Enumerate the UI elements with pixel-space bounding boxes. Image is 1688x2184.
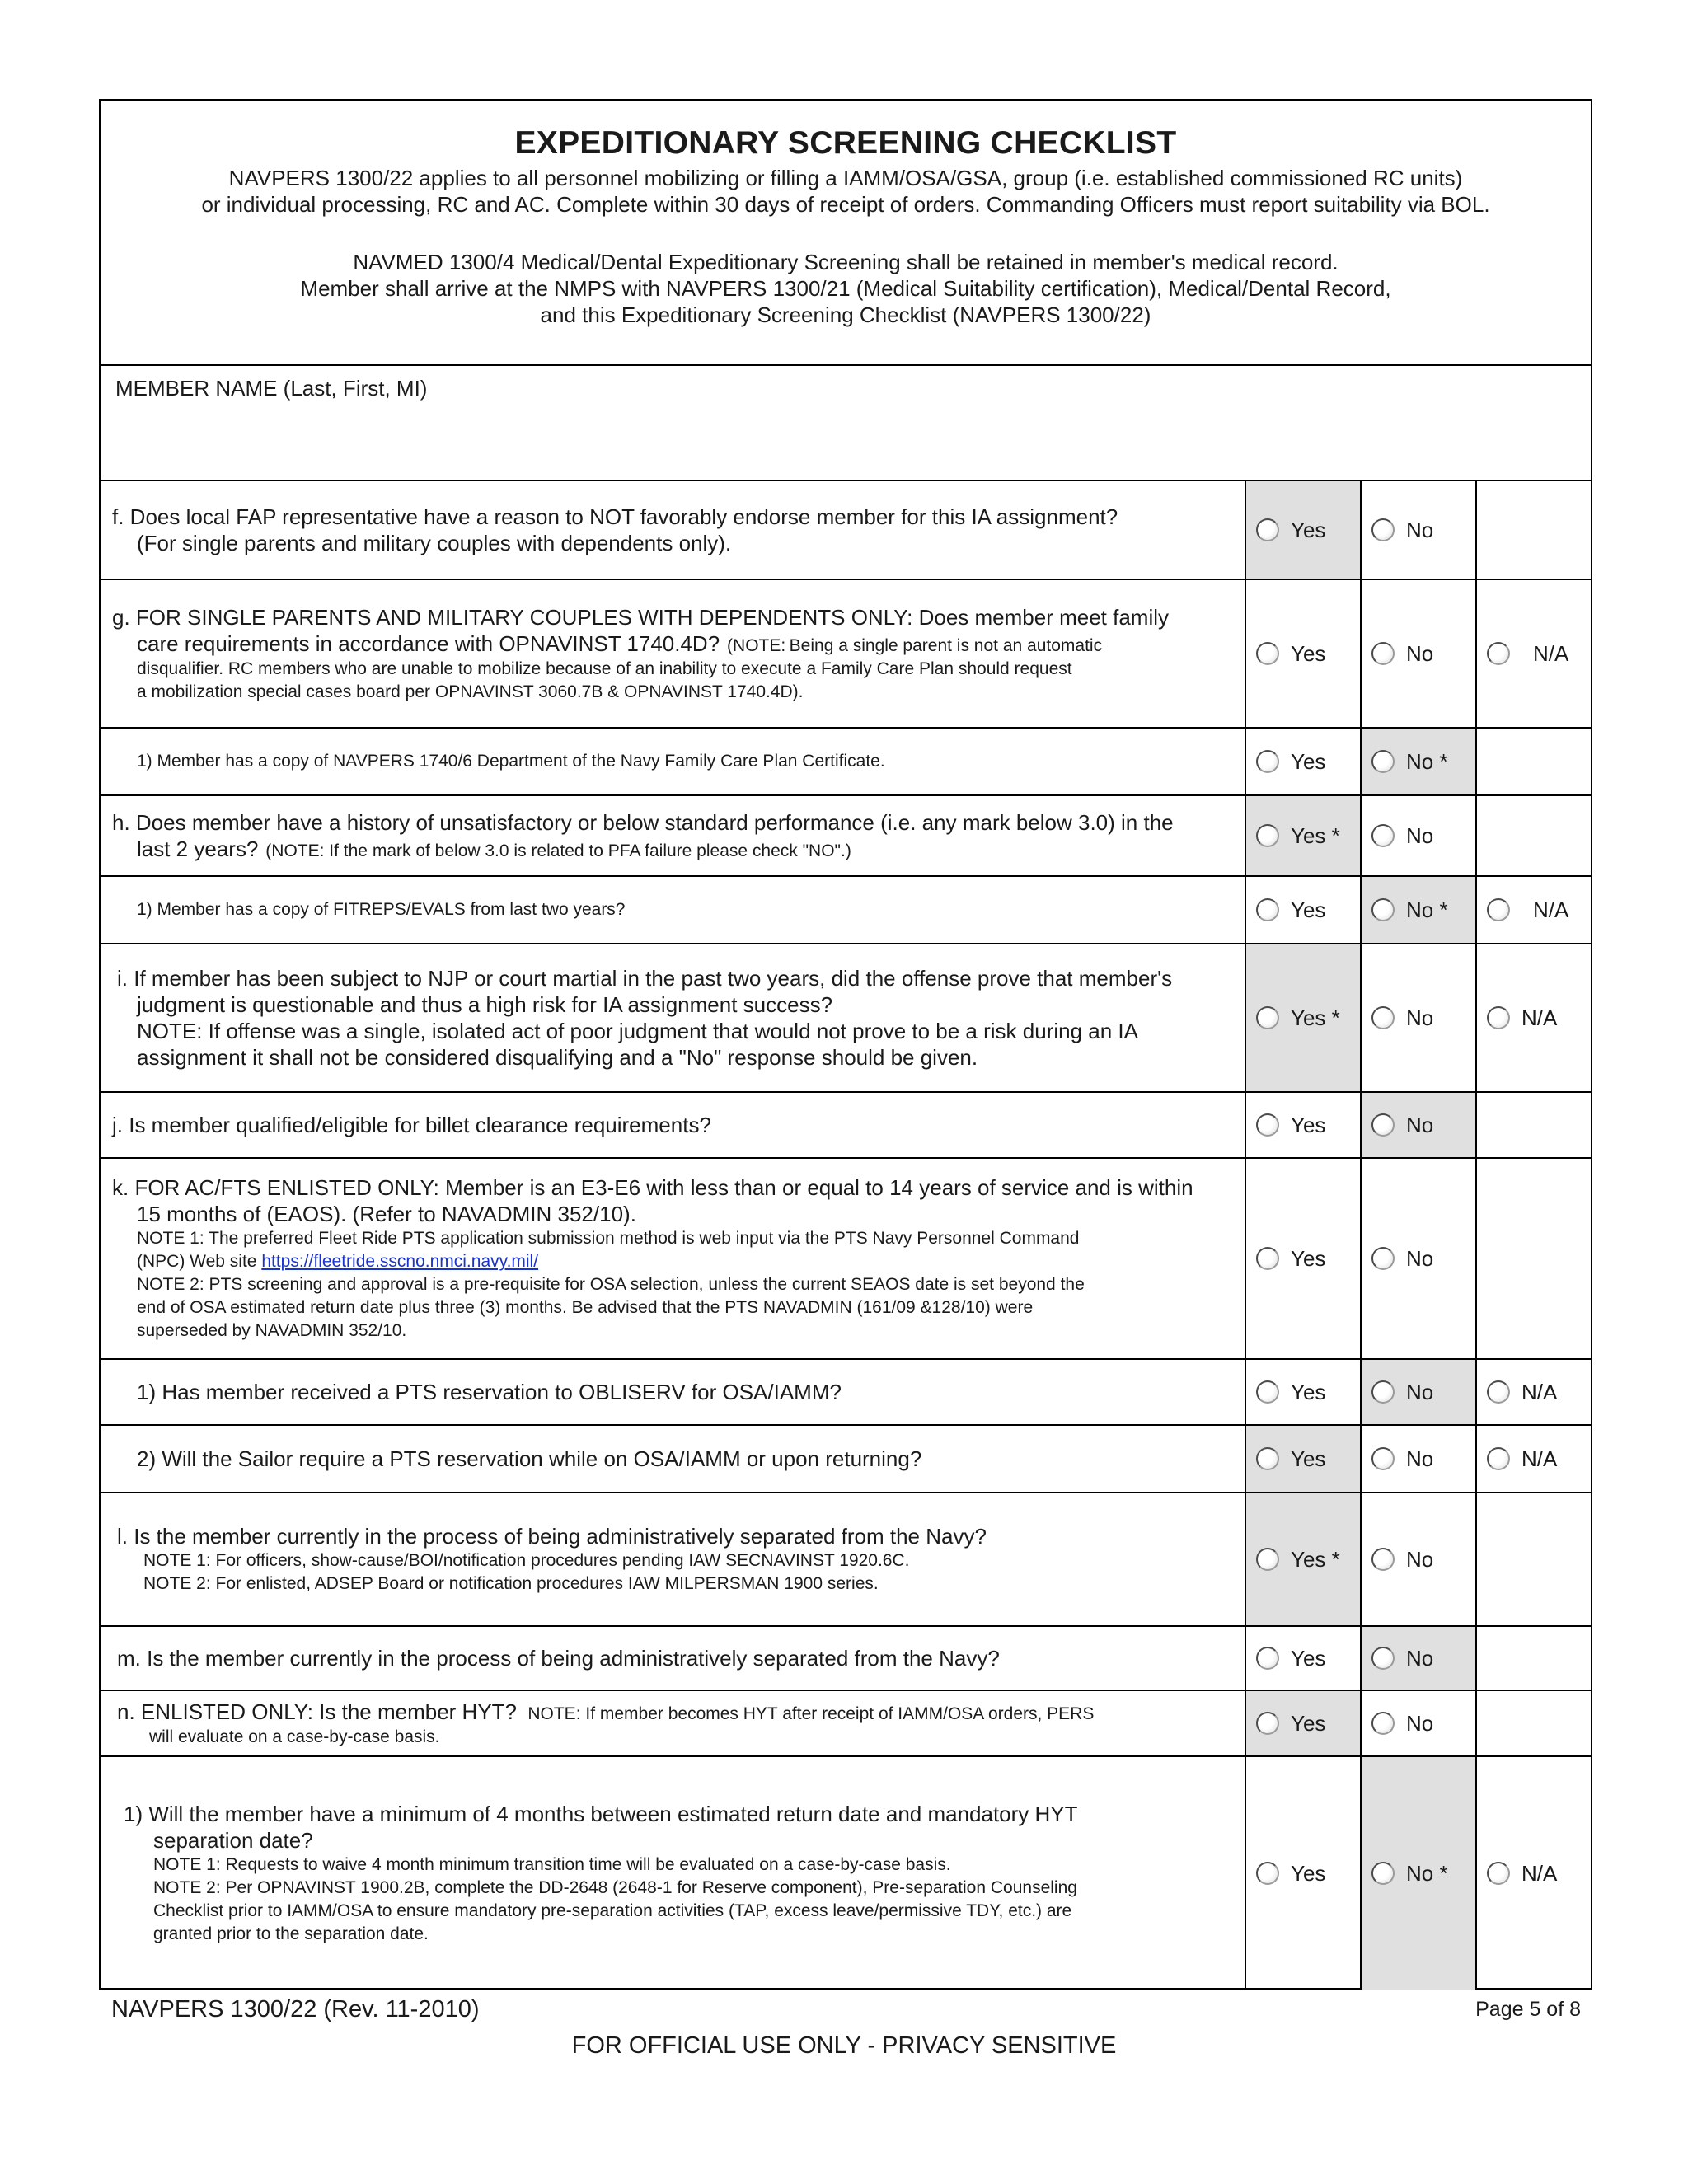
form-header: [101, 101, 1591, 366]
answer-yes[interactable]: Yes: [1246, 580, 1362, 727]
answer-no[interactable]: No: [1362, 944, 1477, 1091]
answer-na[interactable]: N/A: [1477, 1360, 1592, 1424]
form-id: NAVPERS 1300/22 (Rev. 11-2010): [111, 1996, 480, 2022]
answer-empty: [1477, 1159, 1592, 1358]
question-n: [101, 1691, 1591, 1757]
question-text: k. FOR AC/FTS ENLISTED ONLY: Member is an E3-E6 with less than or equal to 14 years of service and is within 15 months of (EAOS). (Refer to NAVADMIN 352/10). NOTE 1: The preferred Fleet Ride PTS application submission method is web input via the PTS Navy Personnel Command (NPC) Web site https://fleetride.sscno.nmci.navy.mil/ NOTE 2: PTS screening and approval is a pre-requisite for OSA selection, unless the current SEAOS date is set beyond the end of OSA estimated return date plus three (3) months. Be advised that the PTS NAVADMIN (161/09 &128/10) were superseded by NAVADMIN 352/10.: [101, 1159, 1246, 1358]
answer-yes[interactable]: Yes: [1246, 1757, 1362, 1990]
header-line-5: and this Expeditionary Screening Checklist (NAVPERS 1300/22): [540, 302, 1151, 327]
radio-button[interactable]: [1487, 898, 1510, 921]
answer-no[interactable]: No: [1362, 1360, 1477, 1424]
question-n-1: [101, 1757, 1591, 1990]
answer-na[interactable]: N/A: [1477, 1426, 1592, 1492]
question-text: j. Is member qualified/eligible for billet clearance requirements?: [101, 1093, 1246, 1157]
answer-na[interactable]: N/A: [1477, 877, 1592, 943]
answer-no[interactable]: No: [1362, 1493, 1477, 1625]
question-text: 1) Has member received a PTS reservation to OBLISERV for OSA/IAMM?: [101, 1360, 1246, 1424]
header-line-2: or individual processing, RC and AC. Complete within 30 days of receipt of orders. Commanding Officers must report suitability via BOL.: [201, 192, 1490, 217]
answer-empty: [1477, 1627, 1592, 1690]
radio-button[interactable]: [1256, 1006, 1279, 1029]
radio-button[interactable]: [1372, 750, 1395, 773]
radio-button[interactable]: [1487, 1862, 1510, 1885]
question-k-1: [101, 1360, 1591, 1426]
question-f: [101, 481, 1591, 580]
question-text: i. If member has been subject to NJP or court martial in the past two years, did the offense prove that member's judgment is questionable and thus a high risk for IA assignment success? NOTE: If offense was a single, isolated act of poor judgment that would not prove to be a risk during an IA assignment it shall not be considered disqualifying and a "No" response should be given.: [101, 944, 1246, 1091]
radio-button[interactable]: [1372, 1113, 1395, 1137]
answer-no[interactable]: No *: [1362, 877, 1477, 943]
radio-button[interactable]: [1256, 1247, 1279, 1270]
page-number: Page 5 of 8: [1475, 1998, 1581, 2021]
question-text: 1) Member has a copy of FITREPS/EVALS from last two years?: [101, 877, 1246, 943]
answer-yes[interactable]: Yes *: [1246, 796, 1362, 875]
question-h-1: [101, 877, 1591, 944]
answer-no[interactable]: No *: [1362, 729, 1477, 794]
header-line-3: NAVMED 1300/4 Medical/Dental Expeditionary Screening shall be retained in member's medical record.: [353, 250, 1339, 274]
radio-button[interactable]: [1256, 1548, 1279, 1571]
question-h: [101, 796, 1591, 877]
answer-empty: [1477, 729, 1592, 794]
radio-button[interactable]: [1487, 1380, 1510, 1404]
answer-no[interactable]: No: [1362, 481, 1477, 579]
header-line-1: NAVPERS 1300/22 applies to all personnel mobilizing or filling a IAMM/OSA/GSA, group (i.e. established commissioned RC units): [228, 166, 1463, 190]
radio-button[interactable]: [1372, 642, 1395, 665]
question-text: 2) Will the Sailor require a PTS reservation while on OSA/IAMM or upon returning?: [101, 1426, 1246, 1492]
question-text: h. Does member have a history of unsatisfactory or below standard performance (i.e. any mark below 3.0) in the last 2 years? (NOTE: If the mark of below 3.0 is related to PFA failure please check "NO".): [101, 796, 1246, 875]
answer-no[interactable]: No: [1362, 1426, 1477, 1492]
answer-yes[interactable]: Yes: [1246, 1691, 1362, 1755]
form-title: EXPEDITIONARY SCREENING CHECKLIST: [514, 125, 1177, 161]
radio-button[interactable]: [1256, 1113, 1279, 1137]
member-name-label: MEMBER NAME (Last, First, MI): [115, 376, 428, 401]
answer-yes[interactable]: Yes *: [1246, 1493, 1362, 1625]
answer-no[interactable]: No: [1362, 1627, 1477, 1690]
answer-na[interactable]: N/A: [1477, 1757, 1592, 1990]
answer-empty: [1477, 1093, 1592, 1157]
fleetride-link[interactable]: https://fleetride.sscno.nmci.navy.mil/: [261, 1252, 539, 1271]
answer-yes[interactable]: Yes *: [1246, 944, 1362, 1091]
question-text: 1) Member has a copy of NAVPERS 1740/6 Department of the Navy Family Care Plan Certificate.: [101, 729, 1246, 794]
privacy-notice: FOR OFFICIAL USE ONLY - PRIVACY SENSITIVE: [571, 2032, 1117, 2059]
radio-button[interactable]: [1256, 750, 1279, 773]
answer-no[interactable]: No: [1362, 1093, 1477, 1157]
question-text: f. Does local FAP representative have a reason to NOT favorably endorse member for this IA assignment? (For single parents and military couples with dependents only).: [101, 481, 1246, 579]
question-m: [101, 1627, 1591, 1691]
answer-na[interactable]: N/A: [1477, 580, 1592, 727]
radio-button[interactable]: [1372, 824, 1395, 847]
radio-button[interactable]: [1372, 1862, 1395, 1885]
answer-empty: [1477, 1493, 1592, 1625]
question-text: l. Is the member currently in the process of being administratively separated from the Navy? NOTE 1: For officers, show-cause/BOI/notification procedures pending IAW SECNAVINST 1920.6C. NOTE 2: For enlisted, ADSEP Board or notification procedures IAW MILPERSMAN 1900 series.: [101, 1493, 1246, 1625]
question-l: [101, 1493, 1591, 1627]
answer-yes[interactable]: Yes: [1246, 1627, 1362, 1690]
question-text: n. ENLISTED ONLY: Is the member HYT? NOTE: If member becomes HYT after receipt of IAMM/OSA orders, PERS will evaluate on a case-by-case basis.: [101, 1691, 1246, 1755]
radio-button[interactable]: [1487, 1447, 1510, 1470]
radio-button[interactable]: [1372, 1548, 1395, 1571]
question-g-1: [101, 729, 1591, 796]
radio-button[interactable]: [1256, 1647, 1279, 1670]
radio-button[interactable]: [1372, 518, 1395, 541]
radio-button[interactable]: [1487, 642, 1510, 665]
radio-button[interactable]: [1256, 898, 1279, 921]
answer-na[interactable]: N/A: [1477, 944, 1592, 1091]
answer-yes[interactable]: Yes: [1246, 1360, 1362, 1424]
answer-empty: [1477, 481, 1592, 579]
answer-no[interactable]: No: [1362, 1159, 1477, 1358]
question-k: [101, 1159, 1591, 1360]
question-text: g. FOR SINGLE PARENTS AND MILITARY COUPLES WITH DEPENDENTS ONLY: Does member meet family care requirements in accordance with OPNAVINST 1740.4D? (NOTE: Being a single parent is not an automatic disqualifier. RC members who are unable to mobilize because of an inability to execute a Family Care Plan should request a mobilization special cases board per OPNAVINST 3060.7B & OPNAVINST 1740.4D).: [101, 580, 1246, 727]
question-g: [101, 580, 1591, 729]
radio-button[interactable]: [1372, 898, 1395, 921]
answer-yes[interactable]: Yes: [1246, 729, 1362, 794]
question-text: 1) Will the member have a minimum of 4 months between estimated return date and mandatory HYT separation date? NOTE 1: Requests to waive 4 month minimum transition time will be evaluated on a case-by-case basis. NOTE 2: Per OPNAVINST 1900.2B, complete the DD-2648 (2648-1 for Reserve component), Pre-separation Counseling Checklist prior to IAMM/OSA to ensure mandatory pre-separation activities (TAP, excess leave/permissive TDY, etc.) are granted prior to the separation date.: [101, 1757, 1246, 1990]
answer-yes[interactable]: Yes: [1246, 1426, 1362, 1492]
radio-button[interactable]: [1256, 1862, 1279, 1885]
question-j: [101, 1093, 1591, 1159]
answer-yes[interactable]: Yes: [1246, 1159, 1362, 1358]
radio-button[interactable]: [1372, 1447, 1395, 1470]
radio-button[interactable]: [1256, 642, 1279, 665]
answer-no[interactable]: No: [1362, 1691, 1477, 1755]
answer-empty: [1477, 796, 1592, 875]
question-k-2: [101, 1426, 1591, 1493]
header-line-4: Member shall arrive at the NMPS with NAVPERS 1300/21 (Medical Suitability certification), Medical/Dental Record,: [300, 276, 1391, 301]
radio-button[interactable]: [1256, 1447, 1279, 1470]
radio-button[interactable]: [1256, 1712, 1279, 1735]
answer-no[interactable]: No: [1362, 580, 1477, 727]
checklist-form: [99, 99, 1592, 1990]
member-name-field[interactable]: [101, 366, 1591, 481]
radio-button[interactable]: [1256, 518, 1279, 541]
answer-yes[interactable]: Yes: [1246, 877, 1362, 943]
radio-button[interactable]: [1372, 1247, 1395, 1270]
radio-button[interactable]: [1256, 824, 1279, 847]
answer-no[interactable]: No *: [1362, 1757, 1477, 1990]
question-text: m. Is the member currently in the process of being administratively separated from the Navy?: [101, 1627, 1246, 1690]
radio-button[interactable]: [1487, 1006, 1510, 1029]
answer-empty: [1477, 1691, 1592, 1755]
answer-no[interactable]: No: [1362, 796, 1477, 875]
radio-button[interactable]: [1372, 1647, 1395, 1670]
radio-button[interactable]: [1256, 1380, 1279, 1404]
radio-button[interactable]: [1372, 1712, 1395, 1735]
answer-yes[interactable]: Yes: [1246, 481, 1362, 579]
radio-button[interactable]: [1372, 1380, 1395, 1404]
question-i: [101, 944, 1591, 1093]
answer-yes[interactable]: Yes: [1246, 1093, 1362, 1157]
radio-button[interactable]: [1372, 1006, 1395, 1029]
